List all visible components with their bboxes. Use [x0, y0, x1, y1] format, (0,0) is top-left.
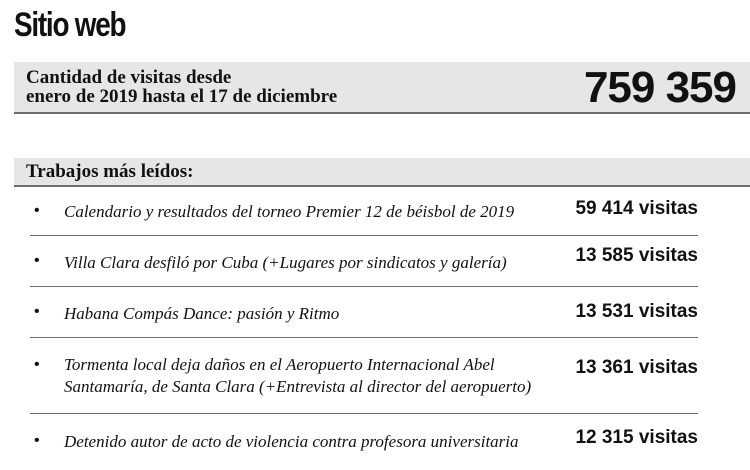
bullet-icon: • — [34, 202, 40, 219]
list-item — [30, 190, 698, 236]
bullet-icon: • — [34, 303, 40, 320]
item-visits: 13 585 visitas — [575, 245, 698, 266]
item-visits: 13 361 visitas — [575, 357, 698, 378]
visits-count: 759 359 — [583, 63, 736, 112]
list-item — [30, 414, 698, 466]
list-item — [30, 236, 698, 287]
item-title: Habana Compás Dance: pasión y Ritmo — [64, 304, 340, 323]
item-title: Detenido autor de acto de violencia contra profesora universitaria — [64, 432, 519, 451]
visits-summary — [14, 62, 750, 114]
page-title: Sitio web — [14, 6, 126, 44]
visits-label-line1: Cantidad de visitas desde — [26, 67, 232, 88]
item-visits: 59 414 visitas — [575, 198, 698, 219]
item-visits: 12 315 visitas — [575, 427, 698, 448]
most-read-heading: Trabajos más leídos: — [26, 161, 194, 182]
item-title: Villa Clara desfiló por Cuba (+Lugares por sindicatos y galería) — [64, 253, 507, 272]
item-title: Calendario y resultados del torneo Premier 12 de béisbol de 2019 — [64, 202, 515, 221]
most-read-header — [14, 158, 750, 187]
visits-label — [26, 68, 337, 106]
item-title: Tormenta local deja daños en el Aeropuerto Internacional Abel Santamaría, de Santa Clara (+Entrevista al director del aeropuerto) — [64, 355, 532, 396]
visits-label-line2: enero de 2019 hasta el 17 de diciembre — [26, 86, 338, 107]
bullet-icon: • — [34, 252, 40, 269]
list-item — [30, 287, 698, 338]
bullet-icon: • — [34, 356, 40, 373]
list-item — [30, 338, 698, 414]
bullet-icon: • — [34, 432, 40, 449]
item-visits: 13 531 visitas — [575, 301, 698, 322]
